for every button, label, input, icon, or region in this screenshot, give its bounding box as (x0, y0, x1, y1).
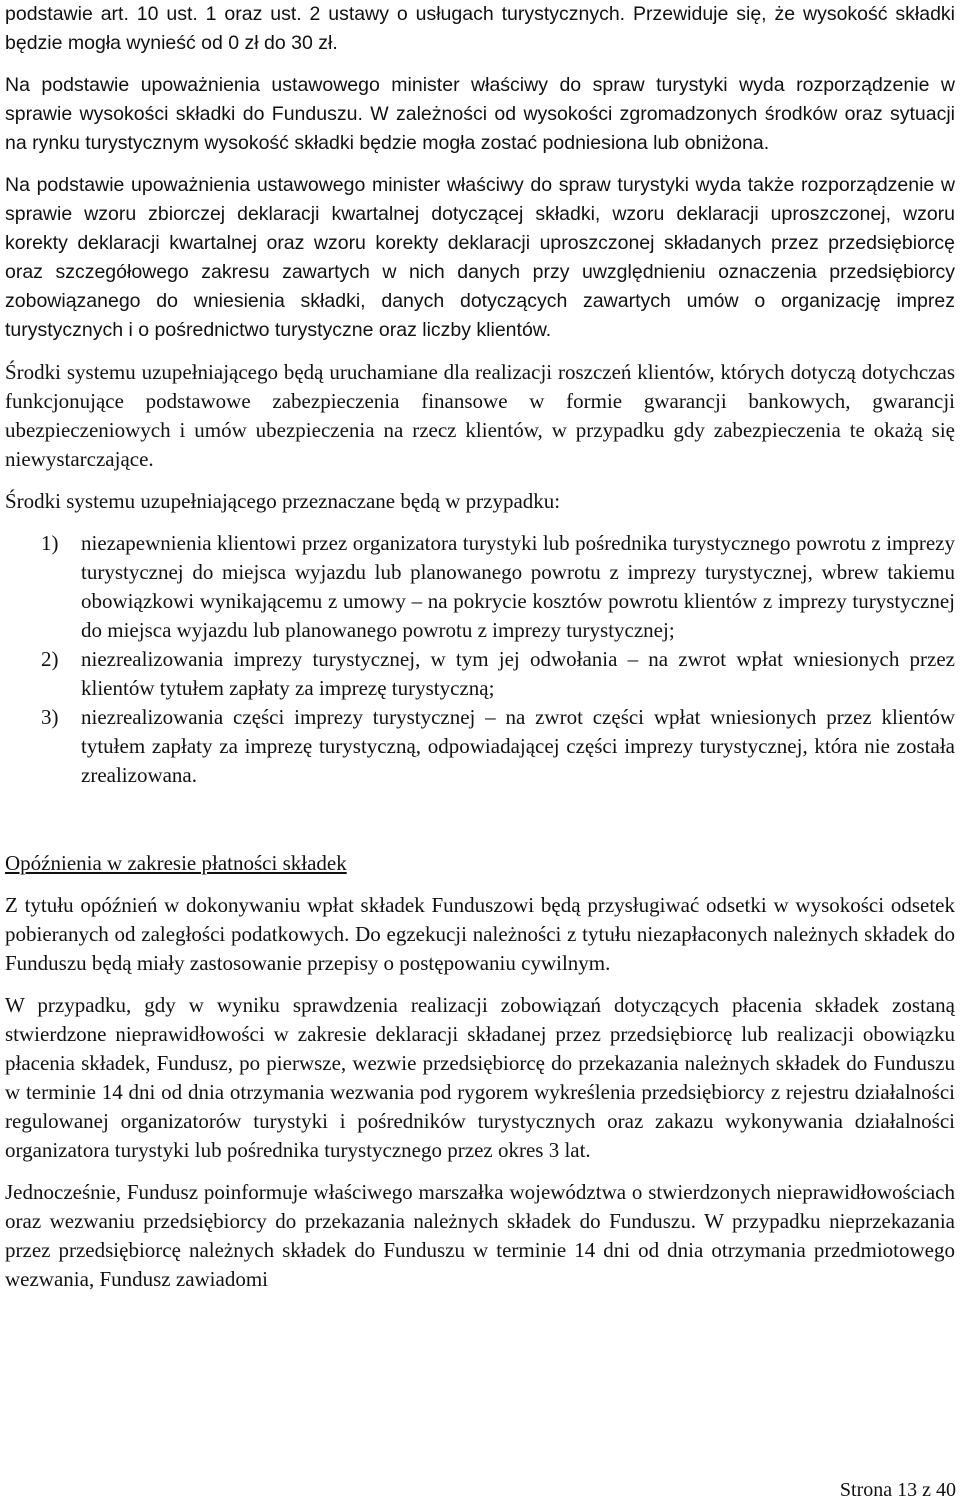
paragraph-regulation-declaration: Na podstawie upoważnienia ustawowego minister właściwy do spraw turystyki wyda także rozporządzenie w sprawie wzoru zbiorczej deklaracji kwartalnej dotyczącej składki, wzoru deklaracji uproszczonej, wzoru korekty deklaracji kwartalnej oraz wzoru korekty deklaracji uproszczonej składanych przez przedsiębiorcę oraz szczegółowego zakresu zawartych w nich danych przy uwzględnieniu oznaczenia przedsiębiorcy zobowiązanego do wniesienia składki, danych dotyczących zawartych umów o organizację imprez turystycznych i o pośrednictwo turystyczne oraz liczby klientów. (5, 174, 955, 341)
paragraph-irregularities: W przypadku, gdy w wyniku sprawdzenia realizacji zobowiązań dotyczących płacenia składek zostaną stwierdzone nieprawidłowości w zakresie deklaracji składanej przez przedsiębiorcę lub realizacji obowiązku płacenia składek, Fundusz, po pierwsze, wezwie przedsiębiorcę do przekazania należnych składek do Funduszu w terminie 14 dni od dnia otrzymania wezwania pod rygorem wykreślenia przedsiębiorcy z rejestru działalności regulowanej organizatorów turystyki i pośredników turystycznych oraz zakazu wykonywania działalności organizatora turystyki lub pośrednika turystycznego przez okres 3 lat. (5, 993, 955, 1162)
list-item (5, 645, 955, 703)
paragraph-late-payment-interest: Z tytułu opóźnień w dokonywaniu wpłat składek Funduszowi będą przysługiwać odsetki w wysokości odsetek pobieranych od zaległości podatkowych. Do egzekucji należności z tytułu niezapłaconych należnych składek do Funduszu będą miały zastosowanie przepisy o postępowaniu cywilnym. (5, 893, 955, 975)
paragraph-supplementary-system: Środki systemu uzupełniającego będą uruchamiane dla realizacji roszczeń klientów, których dotyczą dotychczas funkcjonujące podstawowe zabezpieczenia finansowe w formie gwarancji bankowych, gwarancji ubezpieczeniowych i umów ubezpieczenia na rzecz klientów, w przypadku gdy zabezpieczenia te okażą się niewystarczające. (5, 360, 955, 471)
purposes-list (5, 529, 955, 790)
paragraph-marshal-notification: Jednocześnie, Fundusz poinformuje właściwego marszałka województwa o stwierdzonych nieprawidłowościach oraz wezwaniu przedsiębiorcy do przekazania należnych składek do Funduszu. W przypadku nieprzekazania przez przedsiębiorcę należnych składek do Funduszu w terminie 14 dni od dnia otrzymania przedmiotowego wezwania, Fundusz zawiadomi (5, 1180, 955, 1291)
list-item-text: niezrealizowania części imprezy turystycznej – na zwrot części wpłat wniesionych przez klientów tytułem zapłaty za imprezę turystyczną, odpowiadającej części imprezy turystycznej, która nie została zrealizowana. (81, 705, 955, 787)
list-item (5, 529, 955, 645)
list-item (5, 703, 955, 790)
list-item-number: 1) (41, 531, 59, 555)
document-page (5, 0, 955, 1294)
paragraph-contribution-amount: podstawie art. 10 ust. 1 oraz ust. 2 ustawy o usługach turystycznych. Przewiduje się, że wysokość składki będzie mogła wynieść od 0 zł do 30 zł. (5, 3, 955, 54)
section-heading: Opóźnienia w zakresie płatności składek (5, 851, 347, 875)
list-item-number: 3) (41, 705, 59, 729)
paragraph-supplementary-purposes: Środki systemu uzupełniającego przeznaczane będą w przypadku: (5, 489, 561, 513)
list-item-number: 2) (41, 647, 59, 671)
list-item-text: niezrealizowania imprezy turystycznej, w tym jej odwołania – na zwrot wpłat wniesionych przez klientów tytułem zapłaty za imprezę turystyczną; (81, 647, 955, 700)
list-item-text: niezapewnienia klientowi przez organizatora turystyki lub pośrednika turystycznego powrotu z imprezy turystycznej do miejsca wyjazdu lub planowanego powrotu z imprezy turystycznej, wbrew takiemu obowiązkowi wynikającemu z umowy – na pokrycie kosztów powrotu klientów z imprezy turystycznej do miejsca wyjazdu lub planowanego powrotu z imprezy turystycznej; (81, 531, 955, 642)
page-number: Strona 13 z 40 (839, 1479, 956, 1501)
paragraph-regulation-contribution: Na podstawie upoważnienia ustawowego minister właściwy do spraw turystyki wyda rozporządzenie w sprawie wysokości składki do Funduszu. W zależności od wysokości zgromadzonych środków oraz sytuacji na rynku turystycznym wysokość składki będzie mogła zostać podniesiona lub obniżona. (5, 74, 955, 154)
